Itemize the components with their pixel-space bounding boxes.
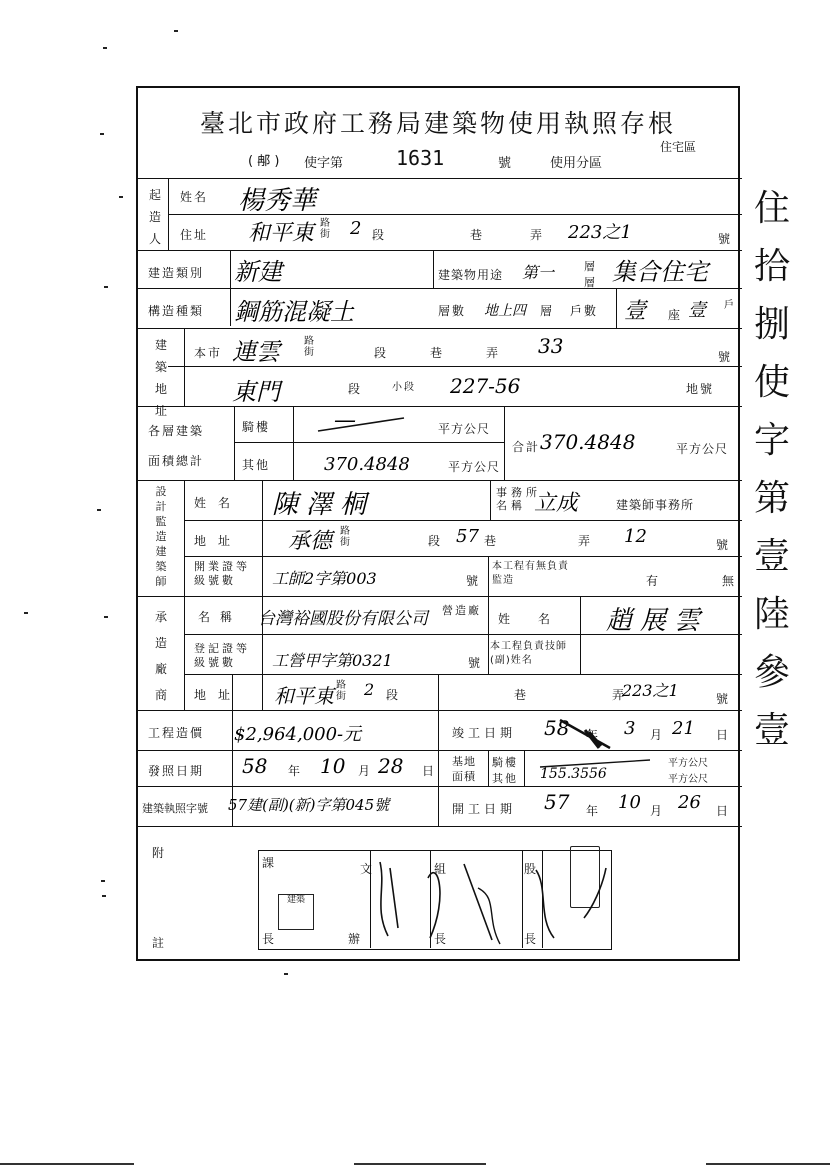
building-use-floor-unit: 層 xyxy=(584,260,597,273)
designer-license-unit: 號 xyxy=(466,574,481,588)
site-district: 東門 xyxy=(232,378,280,406)
applicant-address-section: 2 xyxy=(350,218,362,239)
floor-area-arcade-unit: 平方公尺 xyxy=(438,422,491,436)
designer-supervise-label: 本工程有無負責監造 xyxy=(492,561,569,586)
applicant-address-alley-unit: 弄 xyxy=(530,228,545,242)
applicant-address-road: 和平東 xyxy=(248,221,315,246)
applicant-section-label: 起造人 xyxy=(148,188,161,246)
permit-label: 建築執照字號 xyxy=(142,802,208,815)
building-use-floor: 第一 xyxy=(522,263,555,282)
site-number: 33 xyxy=(538,334,564,358)
completion-year-unit: 年 xyxy=(586,728,601,742)
households-unit-2: 戶 xyxy=(724,300,736,311)
building-type-label: 建造類別 xyxy=(148,266,205,280)
applicant-address-label: 住址 xyxy=(180,228,209,242)
floors-value: 地上四 xyxy=(484,303,526,319)
start-label: 開工日期 xyxy=(452,802,517,816)
site-alley-unit: 弄 xyxy=(486,346,501,360)
designer-address-section-unit: 段 xyxy=(428,534,443,548)
building-use-label: 建築物用途 xyxy=(438,268,504,282)
cost-value: $2,964,000-元 xyxy=(234,724,362,745)
households-value: 壹 xyxy=(624,299,647,324)
contractor-address-alley-unit: 弄 xyxy=(612,688,627,702)
start-month: 10 xyxy=(618,792,641,813)
license-number: 1631 xyxy=(396,146,445,170)
site-section-label: 建築地址 xyxy=(154,338,167,418)
floor-area-total-label: 合計 xyxy=(512,440,541,454)
floors-label: 層數 xyxy=(438,304,467,318)
sign-clerk: 文 xyxy=(360,862,375,876)
designer-address-label: 地址 xyxy=(194,534,243,548)
site-district-unit: 段 xyxy=(348,382,363,396)
sign-unit: 股 xyxy=(524,862,539,876)
margin-stamp: 住 拾 捌 使 字 第 壹 陸 參 壹 xyxy=(753,188,790,751)
contractor-address-number-unit: 號 xyxy=(716,692,731,706)
contractor-address-lane-unit: 巷 xyxy=(514,688,529,702)
base-area-other-unit: 平方公尺 xyxy=(668,774,708,785)
start-year-unit: 年 xyxy=(586,804,601,818)
applicant-address-number-unit: 號 xyxy=(718,232,733,246)
district-code: ( 𨚗 ) xyxy=(248,154,280,169)
designer-address-lane-unit: 巷 xyxy=(484,534,499,548)
contractor-address-road-unit: 路街 xyxy=(336,680,348,702)
completion-label: 竣工日期 xyxy=(452,726,517,740)
floor-area-other-unit: 平方公尺 xyxy=(448,460,501,474)
site-city: 本市 xyxy=(194,346,223,360)
issue-year-unit: 年 xyxy=(288,764,303,778)
issue-day: 28 xyxy=(378,754,404,778)
households-unit: 座 xyxy=(668,308,683,322)
issue-year: 58 xyxy=(242,754,268,778)
issue-label: 發照日期 xyxy=(148,764,205,778)
base-area-other-label: 其他 xyxy=(492,772,518,785)
completion-month-unit: 月 xyxy=(650,728,665,742)
site-subsection-unit: 小段 xyxy=(392,382,416,393)
designer-license-value: 工師2字第003 xyxy=(272,569,377,588)
building-type-value: 新建 xyxy=(234,258,282,286)
floors-unit: 層 xyxy=(540,304,555,318)
sign-group-bottom: 長 xyxy=(434,932,449,946)
applicant-name-label: 姓名 xyxy=(180,190,209,204)
site-road: 連雲 xyxy=(232,338,280,366)
sign-unit-bottom: 長 xyxy=(524,932,539,946)
designer-address-road: 承德 xyxy=(288,529,333,554)
completion-month: 3 xyxy=(624,718,636,739)
applicant-name: 楊秀華 xyxy=(238,186,317,216)
contractor-name-suffix: 營造廠 xyxy=(442,604,481,617)
use-zone-value: 住宅區 xyxy=(660,140,697,154)
designer-address-alley-unit: 弄 xyxy=(578,534,593,548)
designer-office-label: 事務所名稱 xyxy=(496,486,541,512)
designer-address-road-unit: 路街 xyxy=(340,526,352,548)
designer-address-lane: 57 xyxy=(456,526,479,547)
contractor-name: 台灣裕國股份有限公司 xyxy=(258,609,428,629)
applicant-address-number: 223之1 xyxy=(568,222,632,243)
floor-area-other-label: 其他 xyxy=(242,458,271,472)
start-year: 57 xyxy=(544,790,570,814)
contractor-address-section: 2 xyxy=(364,680,375,699)
site-road-unit: 路街 xyxy=(304,336,316,358)
license-word: 使字第 xyxy=(304,156,344,171)
sign-section-chief: 課 xyxy=(262,856,277,870)
start-month-unit: 月 xyxy=(650,804,665,818)
structure-label: 構造種類 xyxy=(148,304,205,318)
contractor-name-label: 名稱 xyxy=(198,610,243,624)
completion-day: 21 xyxy=(672,718,695,739)
contractor-rep-label: 姓名 xyxy=(498,612,579,626)
designer-name: 陳澤桐 xyxy=(272,490,375,520)
contractor-license-unit: 號 xyxy=(468,656,483,670)
designer-address-number: 12 xyxy=(624,526,647,547)
issue-month: 10 xyxy=(320,754,346,778)
cost-label: 工程造價 xyxy=(148,726,205,740)
designer-supervise-no: 無 xyxy=(722,574,737,588)
contractor-address-number: 223之1 xyxy=(622,681,679,700)
contractor-engineer-label: 本工程負責技師(副)姓名 xyxy=(490,641,567,666)
contractor-section-label: 承造廠商 xyxy=(154,610,167,702)
sign-clerk-bottom: 辦 xyxy=(348,932,363,946)
license-number-suffix: 號 xyxy=(498,156,512,171)
site-lot-unit: 地號 xyxy=(686,382,715,396)
designer-supervise-yes: 有 xyxy=(646,574,661,588)
floor-area-label-2: 面積總計 xyxy=(148,454,205,468)
completion-year: 58 xyxy=(544,716,570,740)
designer-section-label: 設計監造建築師 xyxy=(155,485,167,588)
issue-month-unit: 月 xyxy=(358,764,373,778)
base-area-arcade-unit: 平方公尺 xyxy=(668,758,708,769)
seal-stamp: 建築 xyxy=(278,894,314,930)
contractor-address-section-unit: 段 xyxy=(386,688,401,702)
designer-office-suffix: 建築師事務所 xyxy=(616,498,695,512)
site-lane-unit: 巷 xyxy=(430,346,445,360)
contractor-rep-name: 趙展雲 xyxy=(606,606,709,636)
floor-area-label-1: 各層建築 xyxy=(148,424,205,438)
floor-area-arcade-label: 騎樓 xyxy=(242,420,271,434)
sign-section-chief-bottom: 長 xyxy=(262,932,277,946)
start-day: 26 xyxy=(678,792,701,813)
site-number-unit: 號 xyxy=(718,350,733,364)
designer-license-label: 開業證等級號數 xyxy=(194,560,250,587)
completion-day-unit: 日 xyxy=(716,728,731,742)
designer-office-value: 立成 xyxy=(534,491,579,516)
contractor-license-value: 工營甲字第0321 xyxy=(272,651,393,670)
designer-name-label: 姓名 xyxy=(194,496,243,510)
contractor-license-label: 登記證等級號數 xyxy=(194,642,250,669)
building-use-value: 集合住宅 xyxy=(612,258,708,286)
households-label: 戶數 xyxy=(570,304,599,318)
applicant-address-section-unit: 段 xyxy=(372,228,387,242)
remarks-label-bottom: 註 xyxy=(152,936,167,950)
designer-address-number-unit: 號 xyxy=(716,538,731,552)
start-day-unit: 日 xyxy=(716,804,731,818)
sign-group: 組 xyxy=(434,862,449,876)
use-zone-label: 使用分區 xyxy=(550,156,603,171)
base-area-label: 基地面積 xyxy=(452,755,476,783)
floor-area-arcade-value: — xyxy=(334,408,356,433)
contractor-address-road: 和平東 xyxy=(274,684,334,708)
contractor-address-label: 地址 xyxy=(194,688,243,702)
applicant-address-lane-unit: 巷 xyxy=(470,228,485,242)
issue-day-unit: 日 xyxy=(422,764,437,778)
site-lot: 227-56 xyxy=(450,374,521,398)
remarks-label-top: 附 xyxy=(152,846,167,860)
floor-area-other-value: 370.4848 xyxy=(324,454,410,475)
base-area-arcade-label: 騎樓 xyxy=(492,756,518,769)
applicant-address-road-unit: 路街 xyxy=(320,218,332,240)
form-title: 臺北市政府工務局建築物使用執照存根 xyxy=(199,109,676,138)
households-count: 壹 xyxy=(688,300,706,321)
floor-area-total-unit: 平方公尺 xyxy=(676,442,729,456)
building-use-floor2-unit: 層 xyxy=(584,276,597,289)
permit-value: 57建(副)(新)字第045號 xyxy=(228,796,390,814)
structure-value: 鋼筋混凝土 xyxy=(234,298,354,326)
floor-area-total-value: 370.4848 xyxy=(540,430,636,454)
base-area-other-value: 155.3556 xyxy=(540,766,607,782)
site-section-unit: 段 xyxy=(374,346,389,360)
